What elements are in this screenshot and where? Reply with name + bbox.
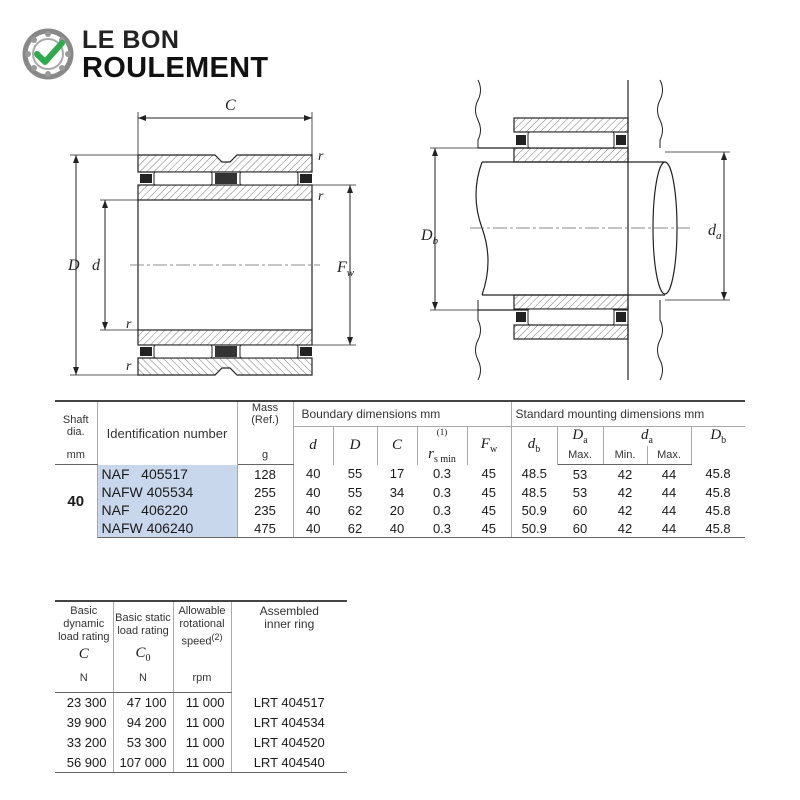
- table-row: [55, 733, 347, 753]
- cell: 23 300: [55, 693, 113, 713]
- label-d: d: [92, 257, 100, 274]
- label-r-2: r: [318, 189, 324, 204]
- col-Fw: $F_w$: [467, 426, 511, 465]
- shaft-unit: mm: [55, 446, 97, 465]
- inner-ring-header: Assembled inner ring: [231, 601, 347, 693]
- col-db: $d_b$: [511, 426, 557, 465]
- cell: 40: [306, 502, 321, 518]
- table-row: [55, 753, 347, 773]
- cell: 53: [572, 466, 588, 482]
- cell: 255: [237, 483, 293, 501]
- cell: 62: [333, 519, 377, 538]
- cell: 475: [237, 519, 293, 538]
- cell: 20: [389, 502, 405, 518]
- table-row: [55, 713, 347, 733]
- id-cell: NAF 406220: [97, 501, 237, 519]
- col-C: C: [377, 426, 417, 465]
- cell: 50.9: [511, 519, 557, 538]
- col-da: $d_a$: [603, 426, 691, 446]
- cell: 45.8: [705, 484, 731, 500]
- cell: LRT 404520: [253, 735, 325, 750]
- label-da: $d_a$: [708, 222, 722, 242]
- cell: 34: [389, 484, 405, 500]
- logo-line-1: LE BON: [82, 26, 180, 54]
- cell: LRT 404517: [253, 695, 325, 710]
- table-row: [55, 501, 745, 519]
- col-Da-max: Max.: [557, 446, 603, 465]
- table-row: [55, 693, 347, 713]
- cell: 47 100: [113, 693, 173, 713]
- col-rs: $^{(1)}$ $r_{s min}$: [417, 426, 467, 465]
- cell: 42: [603, 519, 647, 538]
- cell: 40: [306, 466, 321, 482]
- cell: 11 000: [173, 733, 231, 753]
- table-row: [55, 483, 745, 501]
- cell: 42: [617, 484, 633, 500]
- col-da-min: Min.: [603, 446, 647, 465]
- table-row: [55, 519, 745, 538]
- dimensions-table: [55, 400, 745, 538]
- stat-symbol: $C_0$: [113, 644, 173, 664]
- dyn-header: Basic dynamic load rating: [55, 601, 113, 644]
- id-cell: NAF 405517: [97, 465, 237, 484]
- left-section-drawing: [70, 112, 356, 375]
- cell: 0.3: [432, 484, 452, 500]
- label-r-3: r: [126, 317, 132, 332]
- cell: 62: [347, 502, 363, 518]
- cell: 17: [389, 466, 405, 482]
- cell: LRT 404540: [231, 753, 347, 773]
- mounting-header: Standard mounting dimensions mm: [511, 401, 745, 426]
- cell: 42: [617, 466, 633, 482]
- cell: 60: [557, 519, 603, 538]
- boundary-header: Boundary dimensions mm: [293, 401, 511, 426]
- col-d: d: [293, 426, 333, 465]
- cell: 40: [306, 484, 321, 500]
- dyn-unit: N: [55, 664, 113, 693]
- cell: 0.3: [432, 502, 452, 518]
- cell: 235: [237, 501, 293, 519]
- cell: 45: [467, 465, 511, 484]
- ratings-table: [55, 600, 347, 773]
- label-r-1: r: [318, 149, 324, 164]
- cell: 53: [572, 484, 588, 500]
- cell: 44: [661, 466, 677, 482]
- cell: LRT 404534: [253, 715, 325, 730]
- cell: 11 000: [173, 753, 231, 773]
- mass-unit: g: [237, 446, 293, 465]
- label-D: D: [68, 257, 80, 274]
- cell: 45.8: [691, 519, 745, 538]
- col-D: D: [333, 426, 377, 465]
- shaft-header-2: dia.: [55, 426, 97, 446]
- label-r-4: r: [126, 359, 132, 374]
- id-cell: NAFW 405534: [97, 483, 237, 501]
- dyn-symbol: C: [55, 644, 113, 664]
- label-C: C: [225, 97, 236, 114]
- cell: 48.5: [521, 466, 547, 482]
- cell: 42: [617, 502, 633, 518]
- shaft-value: 40: [55, 465, 97, 538]
- cell: 11 000: [173, 713, 231, 733]
- cell: 40: [293, 519, 333, 538]
- label-Fw: $F_w$: [337, 259, 355, 279]
- cell: 107 000: [113, 753, 173, 773]
- mass-header: Mass (Ref.): [237, 401, 293, 426]
- id-cell: NAFW 406240: [97, 519, 237, 538]
- col-Da: $D_a$: [557, 426, 603, 446]
- cell: 55: [347, 484, 363, 500]
- cell: 11 000: [173, 693, 231, 713]
- speed-unit: rpm: [173, 664, 231, 693]
- cell: 40: [377, 519, 417, 538]
- stat-header: Basic static load rating: [113, 601, 173, 644]
- cell: 0.3: [417, 519, 467, 538]
- cell: 45: [467, 483, 511, 501]
- cell: 45.8: [705, 466, 731, 482]
- table-row: [55, 465, 745, 484]
- shaft-header: Shaft: [55, 401, 97, 426]
- logo-line-2: ROULEMENT: [82, 52, 269, 84]
- cell: 39 900: [55, 713, 113, 733]
- label-Db: $D_b$: [421, 227, 439, 247]
- cell: 55: [347, 466, 363, 482]
- cell: 44: [661, 502, 677, 518]
- cell: 60: [572, 502, 588, 518]
- cell: 45.8: [705, 502, 731, 518]
- cell: 44: [661, 484, 677, 500]
- cell: 53 300: [113, 733, 173, 753]
- cell: 33 200: [55, 733, 113, 753]
- cell: 45: [467, 519, 511, 538]
- cell: 0.3: [432, 466, 452, 482]
- stat-unit: N: [113, 664, 173, 693]
- id-header: Identification number: [97, 401, 237, 465]
- cell: 44: [647, 519, 691, 538]
- speed-header: Allowable rotational speed$^{(2)}$: [173, 601, 231, 664]
- cell: 94 200: [113, 713, 173, 733]
- cell: 56 900: [55, 753, 113, 773]
- right-mounting-drawing: [430, 80, 730, 380]
- cell: 45: [467, 501, 511, 519]
- cell: 50.9: [521, 502, 547, 518]
- col-Db: $D_b$: [691, 426, 745, 465]
- cell: 48.5: [521, 484, 547, 500]
- col-da-max: Max.: [647, 446, 691, 465]
- cell: 128: [237, 465, 293, 484]
